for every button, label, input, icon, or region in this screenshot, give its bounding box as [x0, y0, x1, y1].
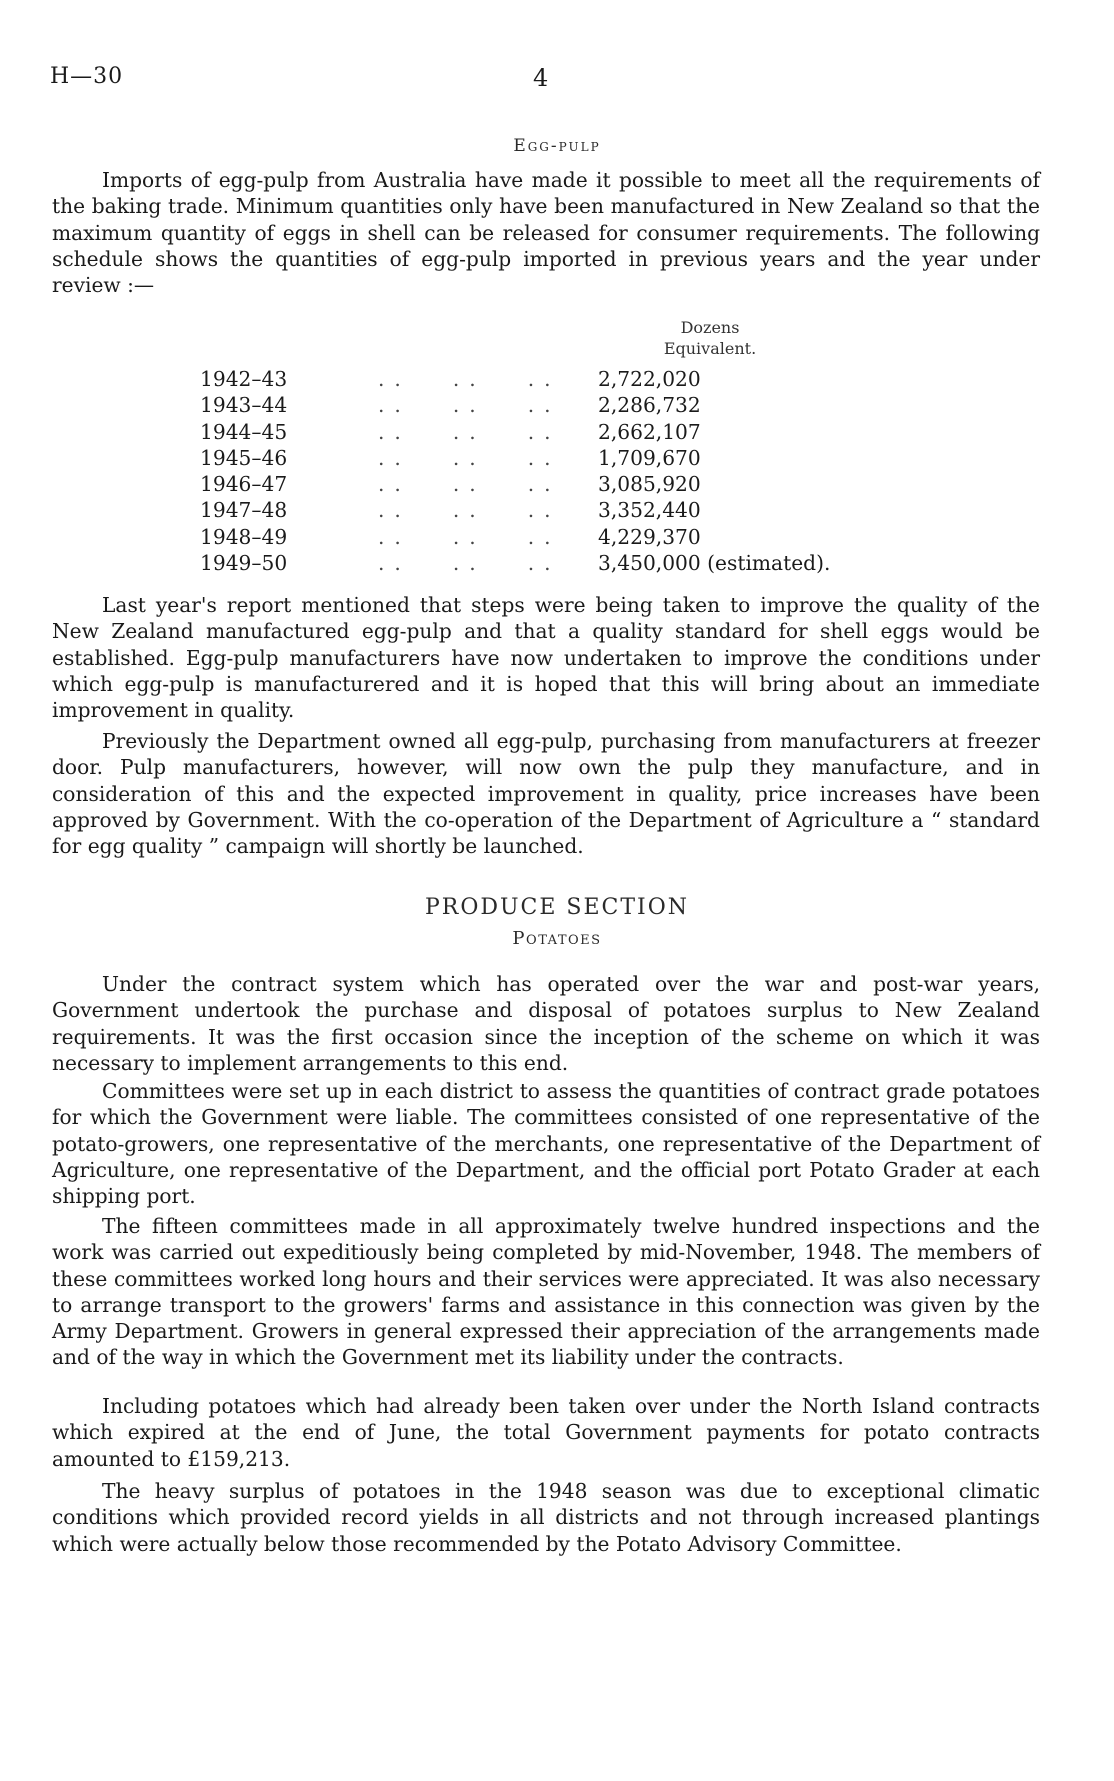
leader-dots: .. .. .. [378, 393, 561, 418]
egg-pulp-ownership-paragraph: Previously the Department owned all egg-pulp, purchasing from manufacturers at freezer door. Pulp manufacturers, however, will now own the pulp they manufacture, and in consideration of this and the expected improvement in quality, price increases have been approved by Government. With the co-operation of the Department of Agriculture a “ standard for egg quality ” campaign will shortly be launched. [52, 729, 1040, 859]
page-number: 4 [533, 64, 549, 92]
row-value: 3,352,440 [598, 498, 701, 523]
row-year: 1944–45 [200, 419, 288, 444]
table-row [200, 524, 900, 550]
table-row [200, 419, 900, 445]
row-year: 1943–44 [200, 393, 288, 418]
row-value: 1,709,670 [598, 445, 701, 470]
row-value: 3,085,920 [598, 472, 701, 497]
row-value: 2,662,107 [598, 419, 701, 444]
potatoes-paragraph: Committees were set up in each district to assess the quantities of contract grade potatoes for which the Government were liable. The committees consisted of one representative of the potato-growers, one representative of the merchants, one representative of the Department of Agriculture, one representative of the Department, and the official port Potato Grader at each shipping port. [52, 1079, 1040, 1209]
row-year: 1948–49 [200, 524, 288, 549]
potatoes-paragraph: Under the contract system which has operated over the war and post-war years, Government undertook the purchase and disposal of potatoes surplus to New Zealand requirements. It was the first occasion since the inception of the scheme on which it was necessary to implement arrangements to this end. [52, 972, 1040, 1075]
leader-dots: .. .. .. [378, 551, 561, 576]
row-year: 1949–50 [200, 551, 288, 576]
egg-pulp-imports-table [200, 366, 900, 576]
column-header-line-1: Dozens [680, 318, 740, 337]
row-value: 2,286,732 [598, 393, 701, 418]
row-value: 2,722,020 [598, 367, 701, 391]
produce-section-heading: PRODUCE SECTION [424, 895, 690, 920]
row-year: 1942–43 [200, 367, 288, 391]
row-value: 3,450,000 (estimated). [598, 551, 831, 576]
egg-pulp-intro-paragraph: Imports of egg-pulp from Australia have made it possible to meet all the requirements of the baking trade. Minimum quantities only have been manufactured in New Zealand so that the maximum quantity of eggs in shell can be released for consumer requirements. The following schedule shows the quantities of egg-pulp imported in previous years and the year under review :— [52, 168, 1040, 298]
leader-dots: .. .. .. [378, 367, 561, 391]
potatoes-subheading: Potatoes [512, 928, 602, 949]
egg-pulp-heading: Egg-pulp [513, 136, 601, 156]
leader-dots: .. .. .. [378, 445, 561, 470]
table-row [200, 497, 900, 523]
table-row [200, 550, 900, 576]
leader-dots: .. .. .. [378, 419, 561, 444]
table-row [200, 445, 900, 471]
row-year: 1946–47 [200, 472, 288, 497]
table-row [200, 471, 900, 497]
table-row [200, 392, 900, 418]
potatoes-paragraph: The heavy surplus of potatoes in the 1948 season was due to exceptional climatic conditions which provided record yields in all districts and not through increased plantings which were actually below those recommended by the Potato Advisory Committee. [52, 1479, 1040, 1556]
table-column-header [635, 317, 785, 359]
potatoes-paragraph: The fifteen committees made in all approximately twelve hundred inspections and the work was carried out expeditiously being completed by mid-November, 1948. The members of these committees worked long hours and their services were appreciated. It was also necessary to arrange transport to the growers' farms and assistance in this connection was given by the Army Department. Growers in general expressed their appreciation of the arrangements made and of the way in which the Government met its liability under the contracts. [52, 1214, 1040, 1370]
document-reference: H—30 [50, 64, 124, 89]
row-year: 1947–48 [200, 498, 288, 523]
leader-dots: .. .. .. [378, 498, 561, 523]
table-row [200, 366, 900, 392]
column-header-line-2: Equivalent. [663, 339, 757, 358]
egg-pulp-quality-paragraph: Last year's report mentioned that steps were being taken to improve the quality of the New Zealand manufactured egg-pulp and that a quality standard for shell eggs would be established. Egg-pulp manufacturers have now undertaken to improve the conditions under which egg-pulp is manufacturered and it is hoped that this will bring about an immediate improvement in quality. [52, 593, 1040, 723]
leader-dots: .. .. .. [378, 472, 561, 497]
potatoes-paragraph: Including potatoes which had already been taken over under the North Island contracts which expired at the end of June, the total Government payments for potato contracts amounted to £159,213. [52, 1394, 1040, 1471]
row-year: 1945–46 [200, 445, 288, 470]
leader-dots: .. .. .. [378, 524, 561, 549]
row-value: 4,229,370 [598, 524, 701, 549]
